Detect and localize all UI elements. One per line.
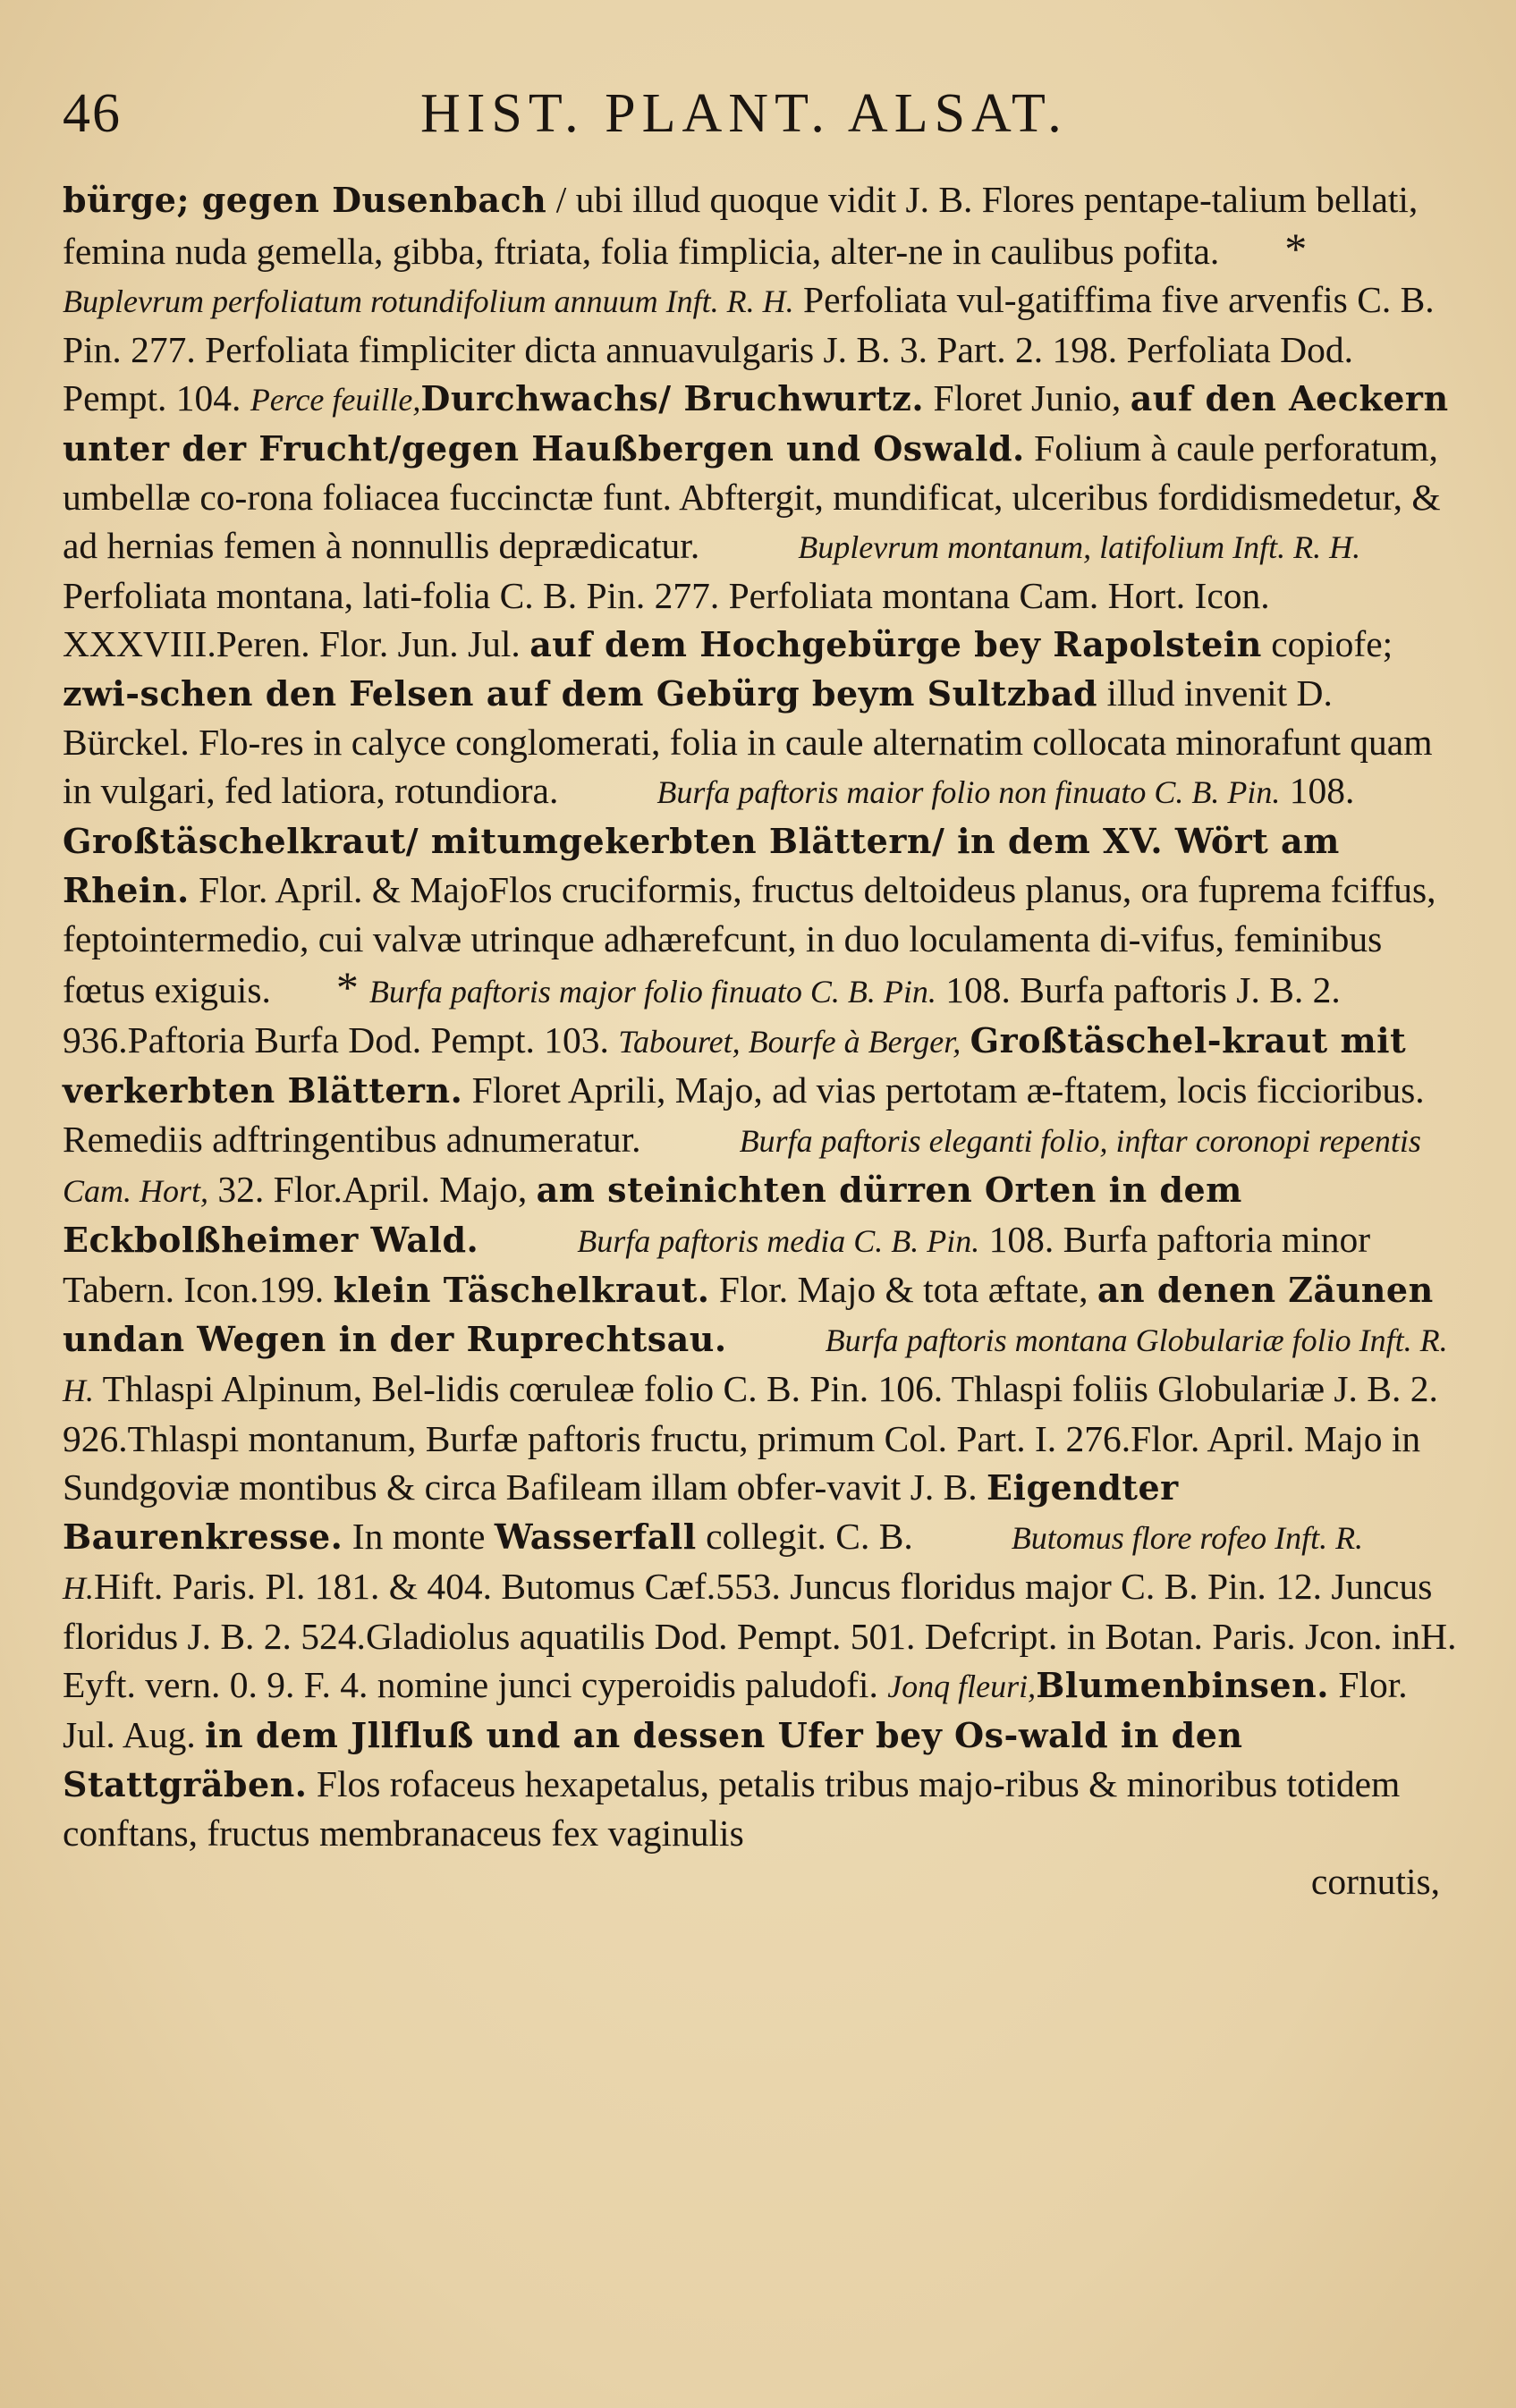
roman-text: medetur, & ad hernias femen à nonnullis deprædicatur. — [63, 477, 1441, 566]
roman-text: Folium à caule perforatum, umbellæ co- — [63, 427, 1438, 518]
fraktur-text: zwi- — [63, 673, 140, 714]
roman-text: folia C. B. Pin. 277. Perfoliata montana Cam. Hort. Icon. XXXVIII. — [63, 575, 1270, 664]
italic-text: Tabouret, Bourfe à Berger, — [618, 1024, 961, 1060]
roman-text: 199. — [258, 1269, 334, 1310]
text-line — [908, 231, 1219, 272]
fraktur-text: an Wegen in der Ruprechtsau. — [137, 1319, 727, 1359]
italic-text: Burfa paftoris maior folio non finuato C. B. Pin. — [656, 774, 1281, 810]
italic-text: Perce feuille, — [250, 382, 421, 418]
text-line — [128, 1019, 1222, 1060]
roman-text: Perfoliata montana, lati- — [63, 575, 423, 616]
fraktur-text: umgekerbten Blättern/ in dem XV. Wört am Rhein. — [63, 821, 1340, 910]
fraktur-text: Durchwachs/ Bruchwurtz. — [420, 378, 925, 418]
asterisk-marker: * — [335, 962, 359, 1012]
roman-text: res in calyce conglomerati, folia in caule alternatim collocata minora — [260, 722, 1282, 763]
fraktur-text: Großtäschel- — [970, 1020, 1223, 1060]
roman-text: ribus & minoribus totidem conftans, fructus membranaceus fex vaginulis — [63, 1763, 1401, 1854]
catchword: cornutis, — [1310, 1861, 1440, 1902]
fraktur-text: in dem Jllfluß und an dessen Ufer bey Os- — [205, 1715, 1019, 1755]
roman-text: 108. Burfa paftoria minor Tabern. Icon. — [63, 1219, 1371, 1310]
fraktur-text: klein Täschelkraut. — [333, 1270, 710, 1310]
text-line — [128, 1418, 1131, 1459]
roman-text: H. Eyft. vern. 0. 9. F. 4. nomine junci cyperoidis paludofi. — [63, 1616, 1457, 1705]
roman-text: Flor. Jul. Aug. — [63, 1664, 1408, 1755]
roman-text: collegit. C. B. — [696, 1516, 913, 1557]
roman-text: Gladiolus aquatilis Dod. Pempt. 501. Defcript. in Botan. Paris. Jcon. in — [365, 1616, 1421, 1657]
text-line — [260, 722, 1281, 763]
page-header — [63, 82, 1467, 154]
fraktur-text: Wasserfall — [494, 1517, 697, 1557]
text-line — [63, 179, 1212, 220]
text-line — [137, 1318, 726, 1359]
italic-text: Buplevrum montanum, latifolium Inft. R. H. — [798, 529, 1361, 565]
roman-text: 108. — [1280, 770, 1355, 811]
fraktur-text: am steinichten dürren Orten in dem Eckbolßheimer Wald. — [63, 1170, 1242, 1260]
roman-text: Flor. Majo & tota æftate, — [709, 1269, 1097, 1310]
fraktur-text: auf dem Hochgebürge bey Rapolstein — [529, 624, 1262, 664]
text-line — [139, 918, 1140, 959]
fraktur-text: an denen Zäunen und — [63, 1270, 1434, 1359]
roman-text: / ubi illud quoque vidit J. B. Flores pentape- — [546, 179, 1212, 220]
roman-text: Perfoliata vul- — [793, 279, 1017, 320]
roman-text: In monte — [343, 1516, 495, 1557]
text-line — [366, 1616, 1420, 1657]
roman-text: ne in caulibus pofita. — [908, 231, 1220, 272]
roman-text: Flos rofaceus hexapetalus, petalis tribus majo- — [307, 1763, 1005, 1804]
fraktur-text: wald in den Stattgräben. — [63, 1715, 1243, 1804]
roman-text: lidis cœruleæ folio C. B. Pin. 106. Thlaspi foliis Globulariæ J. B. 2. 926. — [63, 1368, 1438, 1459]
roman-text: intermedio, cui valvæ utrinque adhærefcunt, in duo loculamenta di- — [139, 918, 1141, 959]
roman-text: Peren. Flor. Jun. Jul. — [216, 623, 530, 664]
roman-text: vavit J. B. — [826, 1466, 987, 1508]
fraktur-text: auf den Aeckern unter der Frucht/ — [63, 378, 1449, 469]
italic-text: Buplevrum perfoliatum rotundifolium annuum Inft. R. H. — [63, 283, 794, 319]
roman-text: talium bellati, femina nuda gemella, gibba, ftriata, folia fimplicia, alter- — [63, 179, 1419, 272]
roman-text: rona foliacea fuccinctæ funt. Abftergit, mundificat, ulceribus fordidis — [247, 477, 1274, 518]
fraktur-text: Blumenbinsen. — [1036, 1665, 1329, 1705]
fraktur-text: kraut mit verkerbten Blättern. — [63, 1020, 1407, 1111]
roman-text: Thlaspi montanum, Burfæ paftoris fructu, primum Col. Part. I. 276. — [127, 1418, 1131, 1459]
roman-text: funt quam in vulgari, fed latiora, rotundiora. — [63, 722, 1433, 811]
roman-text: Hift. Paris. Pl. 181. & 404. Butomus Cæf. — [94, 1566, 716, 1607]
text-line — [247, 477, 1273, 518]
roman-text: April. Majo, — [342, 1169, 537, 1210]
roman-text: copiofe; — [1261, 623, 1393, 664]
fraktur-text: bürge; gegen Dusenbach — [63, 180, 547, 220]
roman-text: gatiffima five arvenfis C. B. Pin. 277. Perfoliata fimpliciter dicta annua — [63, 279, 1435, 370]
roman-text: Paftoria Burfa Dod. Pempt. 103. — [127, 1019, 619, 1060]
roman-text: Floret Junio, — [924, 377, 1131, 418]
italic-text: Burfa paftoris media C. B. Pin. — [577, 1223, 980, 1259]
running-title: HIST. PLANT. ALSAT. — [420, 83, 1068, 144]
roman-text: Flor. April. & Majo — [189, 869, 489, 910]
roman-text: Flor. April. Majo in Sundgoviæ montibus & circa Bafileam illam obfer- — [63, 1418, 1421, 1508]
roman-text: 32. Flor. — [208, 1169, 343, 1210]
roman-text: vulgaris J. B. 3. Part. 2. 198. Perfoliata Dod. Pempt. 104. — [63, 329, 1353, 418]
fraktur-text: schen den Felsen auf dem Gebürg beym Sultzbad — [140, 673, 1098, 714]
roman-text: 108. Burfa paftoris J. B. 2. 936. — [63, 969, 1341, 1060]
roman-text: Thlaspi Alpinum, Bel- — [94, 1368, 436, 1409]
italic-text: Burfa paftoris major folio finuato C. B. Pin. — [368, 974, 936, 1010]
italic-text: Burfa paftoris montana Globulariæ folio Inft. R. H. — [63, 1322, 1448, 1408]
roman-text — [961, 1019, 970, 1060]
roman-text: ftatem, locis ficcioribus. Remediis adftringentibus adnumeratur. — [63, 1069, 1425, 1160]
italic-text: Butomus flore rofeo Inft. R. H. — [63, 1520, 1364, 1606]
roman-text: Flos cruciformis, fructus deltoideus planus, ora fuprema fciffus, fepto — [63, 869, 1436, 959]
body-text — [63, 175, 1458, 1905]
fraktur-text: Eigendter Baurenkresse. — [63, 1467, 1179, 1557]
fraktur-text: gegen Haußbergen und Oswald. — [401, 428, 1025, 469]
asterisk-marker: * — [1284, 224, 1308, 274]
roman-text: 553. Juncus floridus major C. B. Pin. 12. Juncus floridus J. B. 2. 524. — [63, 1566, 1433, 1657]
page-number: 46 — [63, 83, 122, 144]
roman-text: Floret Aprili, Majo, ad vias pertotam æ- — [462, 1069, 1064, 1111]
roman-text: vifus, feminibus fœtus exiguis. — [63, 918, 1383, 1010]
fraktur-text: Großtäschelkraut/ mit — [63, 821, 497, 861]
roman-text: illud invenit D. Bürckel. Flo- — [63, 672, 1333, 763]
italic-text: Jonq fleuri, — [887, 1669, 1037, 1704]
italic-text: Burfa paftoris eleganti folio, inftar coronopi repentis Cam. Hort, — [63, 1123, 1421, 1209]
